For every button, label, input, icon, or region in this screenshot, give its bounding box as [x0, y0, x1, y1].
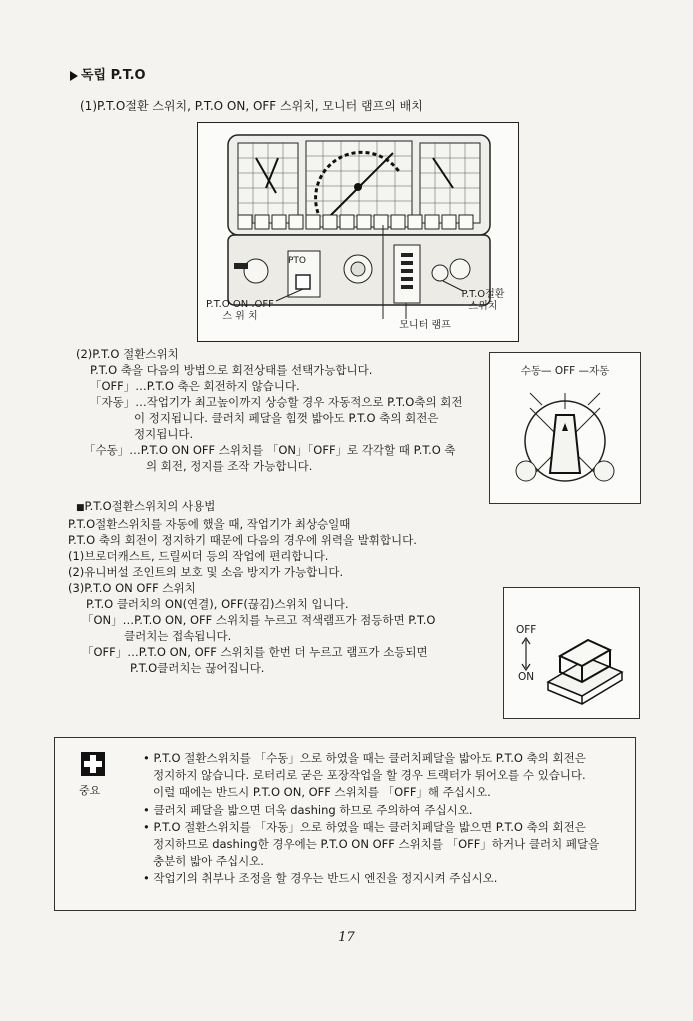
section3-line: P.T.O절환스위치를 자동에 했을 때, 작업기가 최상승일때: [68, 517, 351, 531]
square-bullet-icon: ■: [76, 503, 85, 513]
section3-line: (2)유니버설 조인트의 보호 및 소음 방지가 가능합니다.: [68, 565, 344, 579]
note-item-line: 이럴 때에는 반드시 P.T.O ON, OFF 스위치를 「OFF」해 주십시오.: [153, 785, 491, 800]
section2-line: 이 정지됩니다. 클러치 페달을 힘껏 밟아도 P.T.O 축의 회전은: [134, 411, 439, 425]
note-item-line: • P.T.O 절환스위치를 「수동」으로 하였을 때는 클러치페달을 밟아도 P.T.O 축의 회전은: [143, 751, 586, 765]
triangle-bullet-icon: [70, 71, 78, 81]
note-item-line: • 작업기의 취부나 조정을 할 경우는 반드시 엔진을 정지시켜 주십시오.: [143, 871, 498, 886]
section3-line: 클러치는 접속됩니다.: [124, 629, 232, 643]
note-item-line: 정지하므로 dashing한 경우에는 P.T.O ON OFF 스위치를 「OFF」하거나 클러치 페달을: [153, 837, 600, 852]
section2-line: 의 회전, 정지를 조작 가능합니다.: [146, 459, 313, 473]
section3-line: P.T.O 클러치의 ON(연결), OFF(끊김)스위치 입니다.: [86, 597, 349, 611]
note-item-line: 충분히 밟아 주십시오.: [153, 854, 264, 869]
section3-line: 「OFF」…P.T.O ON, OFF 스위치를 한번 더 누르고 램프가 소등되면: [82, 645, 428, 659]
note-item-line: • 클러치 페달을 밟으면 더욱 dashing 하므로 주의하여 주십시오.: [143, 802, 473, 817]
callout-pto-switch-line2: 스 위 치: [222, 311, 258, 322]
section-heading: [70, 64, 146, 83]
section1-title: (1)P.T.O절환 스위치, P.T.O ON, OFF 스위치, 모니터 램프의 배치: [80, 99, 423, 113]
note-label: 중요: [79, 784, 101, 797]
callout-select-line2: 스위치: [468, 301, 498, 312]
callout-pto-select-switch: [450, 289, 516, 313]
section2-line: P.T.O 축을 다음의 방법으로 회전상태를 선택가능합니다.: [90, 363, 373, 377]
section2-line: 「수동」…P.T.O ON OFF 스위치를 「ON」「OFF」로 각각할 때 P.T.O 축: [84, 443, 456, 457]
section3-title: [68, 498, 498, 516]
push-switch-icon: [504, 588, 639, 718]
section3-line: (3)P.T.O ON OFF 스위치: [68, 581, 196, 595]
note-list: [143, 750, 633, 888]
callout-pto-on-off-switch: [200, 299, 280, 323]
callout-pto-switch-line1: P.T.O ON .OFF: [206, 299, 274, 310]
section3-line: 「ON」…P.T.O ON, OFF 스위치를 누르고 적색램프가 점등하면 P.T.O: [82, 613, 436, 627]
selector-dial-figure: [489, 352, 641, 504]
heading-text: 독립 P.T.O: [81, 68, 146, 83]
pto-panel-label: PTO: [288, 256, 307, 266]
on-off-switch-figure: [503, 587, 640, 719]
callout-select-line1: P.T.O절환: [461, 289, 505, 300]
section2-line: 「OFF」…P.T.O 축은 회전하지 않습니다.: [90, 379, 300, 393]
note-item-line: • P.T.O 절환스위치를 「자동」으로 하였을 때는 클러치페달을 밟으면 P.T.O 축의 회전은: [143, 819, 586, 834]
dashboard-figure: [197, 122, 519, 342]
note-item-line: 정지하지 않습니다. 로터리로 굳은 포장작업을 할 경우 트랙터가 튀어오를 수 있습니다.: [153, 768, 586, 783]
section3-line: P.T.O 축의 회전이 정지하기 때문에 다음의 경우에 위력을 발휘합니다.: [68, 533, 417, 547]
section3-line: (1)브로더캐스트, 드릴씨더 등의 작업에 편리합니다.: [68, 549, 329, 563]
page-number: 17: [338, 930, 355, 945]
callout-monitor-lamp: 모니터 램프: [399, 320, 451, 331]
section2: [76, 346, 496, 474]
section2-title: (2)P.T.O 절환스위치: [76, 347, 179, 361]
section3: [68, 498, 498, 676]
dial-label: 수동— OFF —자동: [520, 365, 610, 377]
section3-title-text: P.T.O절환스위치의 사용법: [84, 499, 216, 513]
switch-on-label: ON: [518, 671, 535, 683]
caution-cross-icon: [81, 752, 105, 776]
section2-line: 정지됩니다.: [134, 427, 194, 441]
important-note-box: [54, 737, 636, 911]
section2-line: 「자동」…작업기가 최고높이까지 상승할 경우 자동적으로 P.T.O축의 회전: [90, 395, 463, 409]
section3-line: P.T.O클러치는 끊어집니다.: [130, 661, 265, 675]
switch-off-label: OFF: [516, 624, 537, 636]
